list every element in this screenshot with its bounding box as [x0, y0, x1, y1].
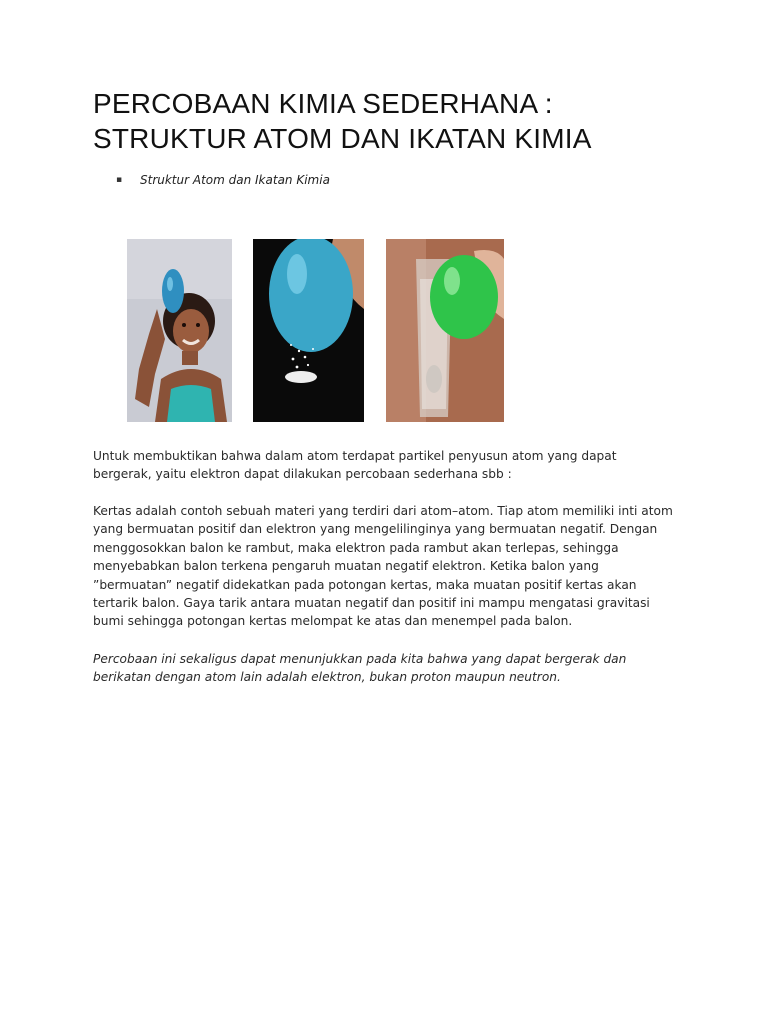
- photo-green-balloon-cup: [386, 239, 504, 422]
- bullet-icon: ▪: [116, 175, 123, 185]
- bullet-text: Struktur Atom dan Ikatan Kimia: [140, 173, 330, 187]
- photo-girl-balloon: [127, 239, 232, 422]
- paragraph-intro: Untuk membuktikan bahwa dalam atom terdapat partikel penyusun atom yang dapat bergerak, yaitu elektron dapat dilakukan percobaan sederhana sbb :: [93, 449, 617, 482]
- title-line-1: PERCOBAAN KIMIA SEDERHANA :: [93, 88, 553, 119]
- bullet-item: [116, 173, 330, 187]
- paragraph-explanation: Kertas adalah contoh sebuah materi yang terdiri dari atom–atom. Tiap atom memiliki inti atom yang bermuatan positif dan elektron yang mengelilinginya yang bermuatan negatif. Dengan menggosokkan balon ke rambut, maka elektron pada rambut akan terlepas, sehingga menyebabkan balon terkena pengaruh muatan negatif elektron. Ketika balon yang ”bermuatan” negatif didekatkan pada potongan kertas, maka muatan positif kertas akan tertarik balon. Gaya tarik antara muatan negatif dan positif ini mampu mengatasi gravitasi bumi sehingga potongan kertas melompat ke atas dan menempel pada balon.: [93, 504, 673, 629]
- title-line-2: STRUKTUR ATOM DAN IKATAN KIMIA: [93, 123, 592, 154]
- photo-balloon-salt: [253, 239, 364, 422]
- page-title: [93, 86, 713, 156]
- paragraph-conclusion: Percobaan ini sekaligus dapat menunjukkan pada kita bahwa yang dapat bergerak dan berikatan dengan atom lain adalah elektron, bukan proton maupun neutron.: [93, 652, 627, 685]
